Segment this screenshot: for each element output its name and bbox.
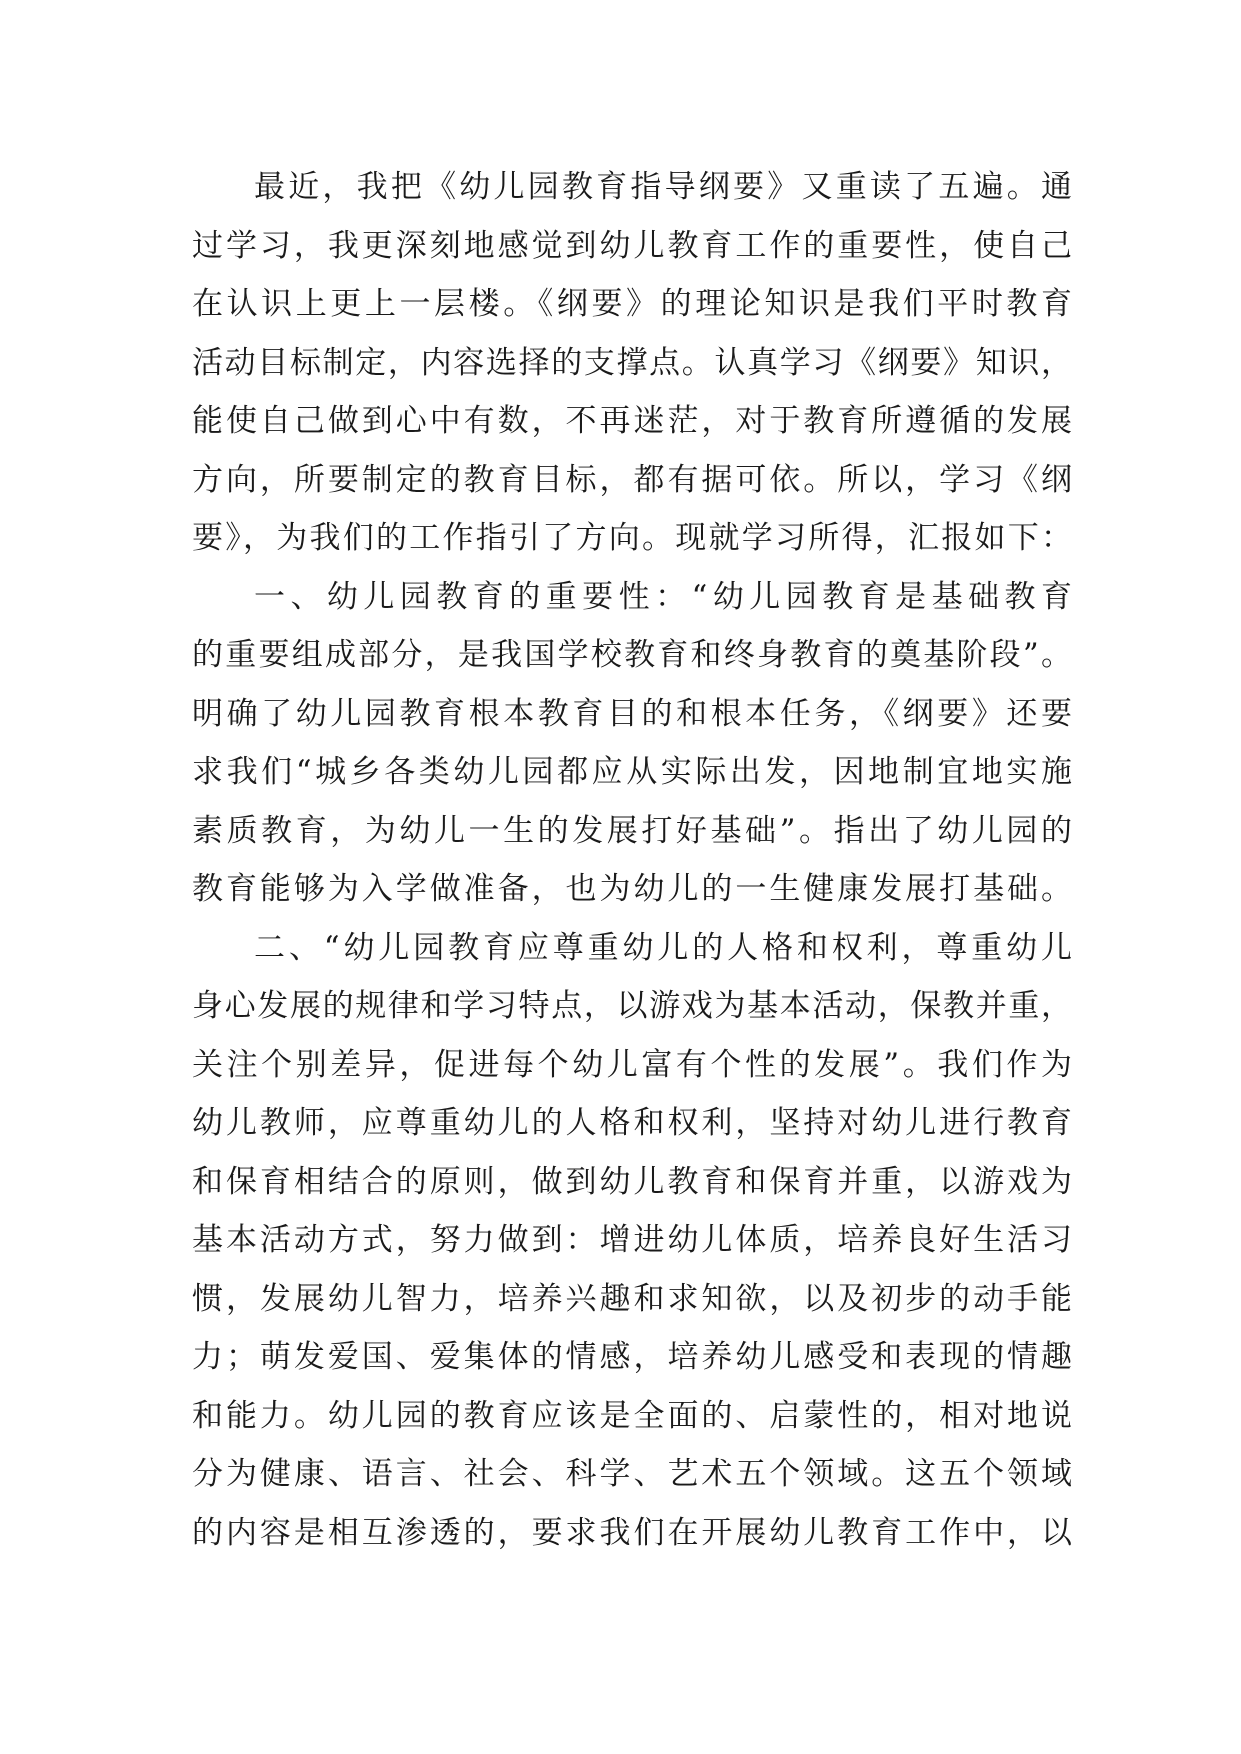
document-body [192,158,1072,1562]
paragraph-3-line-2: 身心发展的规律和学习特点，以游戏为基本活动，保教并重， [192,988,1072,1024]
paragraph-3-line-6: 基本活动方式，努力做到：增进幼儿体质，培养良好生活习 [192,1222,1072,1258]
paragraph-1-line-4: 活动目标制定，内容选择的支撑点。认真学习《纲要》知识， [192,344,1072,381]
paragraph-1-line-7: 要》，为我们的工作指引了方向。现就学习所得，汇报如下： [192,520,1072,556]
paragraph-3-line-3: 关注个别差异，促进每个幼儿富有个性的发展”。我们作为 [192,1046,1072,1083]
paragraph-1-line-5: 能使自己做到心中有数，不再迷茫，对于教育所遵循的发展 [192,403,1072,439]
paragraph-3-line-10: 分为健康、语言、社会、科学、艺术五个领域。这五个领域 [192,1456,1072,1492]
paragraph-2-line-3: 明确了幼儿园教育根本教育目的和根本任务，《纲要》还要 [192,695,1072,732]
paragraph-3-line-7: 惯，发展幼儿智力，培养兴趣和求知欲，以及初步的动手能 [192,1280,1072,1317]
paragraph-3-line-1: 二、“幼儿园教育应尊重幼儿的人格和权利，尊重幼儿 [254,929,1072,966]
paragraph-3-line-9: 和能力。幼儿园的教育应该是全面的、启蒙性的，相对地说 [192,1397,1072,1434]
paragraph-3-line-11: 的内容是相互渗透的，要求我们在开展幼儿教育工作中，以 [192,1514,1072,1551]
paragraph-3-line-4: 幼儿教师，应尊重幼儿的人格和权利，坚持对幼儿进行教育 [192,1105,1072,1141]
paragraph-1-line-1: 最近，我把《幼儿园教育指导纲要》又重读了五遍。通 [254,169,1072,205]
paragraph-1-line-6: 方向，所要制定的教育目标，都有据可依。所以，学习《纲 [192,461,1072,498]
paragraph-2-line-6: 教育能够为入学做准备，也为幼儿的一生健康发展打基础。 [192,871,1072,907]
paragraph-3-line-5: 和保育相结合的原则，做到幼儿教育和保育并重，以游戏为 [192,1163,1072,1200]
paragraph-2-line-2: 的重要组成部分，是我国学校教育和终身教育的奠基阶段”。 [192,637,1072,673]
paragraph-2-line-4: 求我们“城乡各类幼儿园都应从实际出发，因地制宜地实施 [192,754,1072,790]
paragraph-1-line-3: 在认识上更上一层楼。《纲要》的理论知识是我们平时教育 [192,286,1072,322]
paragraph-3-line-8: 力；萌发爱国、爱集体的情感，培养幼儿感受和表现的情趣 [192,1339,1072,1375]
paragraph-2-line-1: 一、幼儿园教育的重要性：“幼儿园教育是基础教育 [254,578,1072,615]
paragraph-1-line-2: 过学习，我更深刻地感觉到幼儿教育工作的重要性，使自己 [192,227,1072,264]
paragraph-2-line-5: 素质教育，为幼儿一生的发展打好基础”。指出了幼儿园的 [192,812,1072,849]
